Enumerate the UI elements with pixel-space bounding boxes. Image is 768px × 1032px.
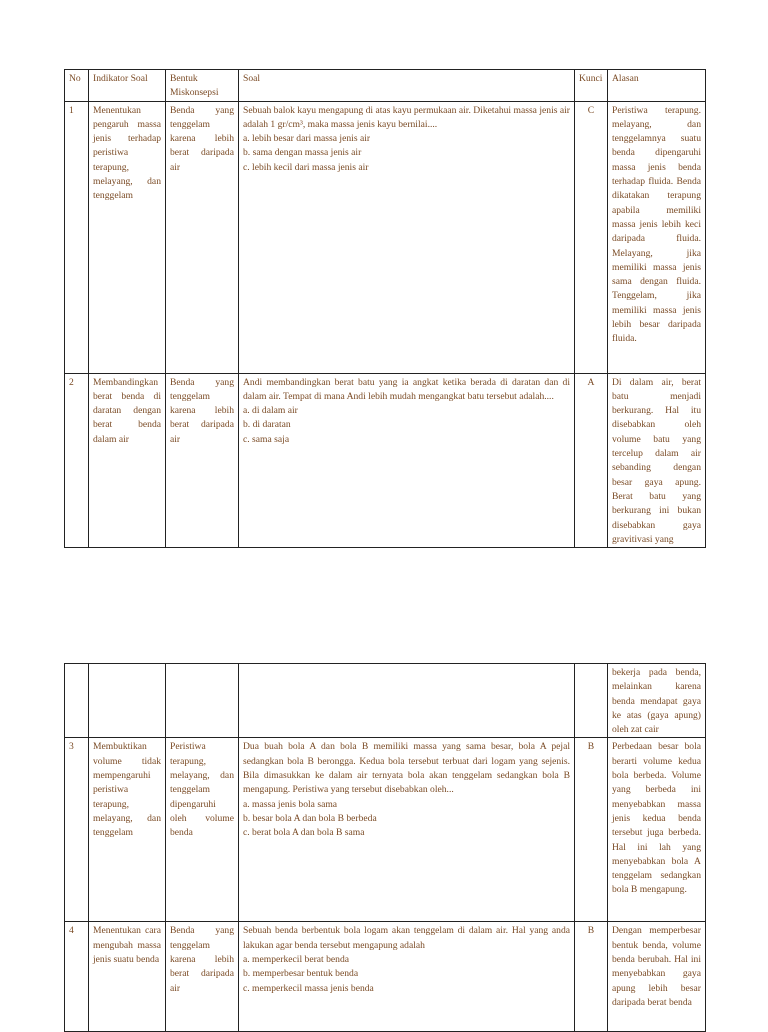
soal-option-a: a. lebih besar dari massa jenis air bbox=[243, 133, 371, 145]
header-no: No bbox=[65, 70, 89, 102]
row-indikator: Membandingkan berat benda di daratan dengan berat benda dalam air bbox=[89, 373, 166, 548]
soal-option-b: b. sama dengan massa jenis air bbox=[243, 147, 362, 159]
row-soal bbox=[239, 101, 575, 373]
soal-option-c: c. memperkecil massa jenis benda bbox=[243, 982, 374, 994]
row-no: 3 bbox=[65, 738, 89, 922]
soal-option-c: c. lebih kecil dari massa jenis air bbox=[243, 161, 369, 173]
row-soal bbox=[239, 738, 575, 922]
row-no: 4 bbox=[65, 922, 89, 1032]
row-alasan: Perbedaan besar bola berarti volume kedua bola berbeda. Volume yang berbeda ini menyebabkan massa jenis kedua benda tersebut juga berbeda. Hal ini lah yang menyebabkan bola A tenggelam sedangkan bola B mengapung. bbox=[608, 738, 706, 922]
row-alasan: Di dalam air, berat batu menjadi berkurang. Hal itu disebabkan oleh volume batu yang tercelup dalam air sebanding dengan besar gaya apung. Berat batu yang berkurang ini bukan disebabkan gaya gravitivasi yang bbox=[608, 373, 706, 548]
soal-option-a: a. di dalam air bbox=[243, 405, 298, 417]
row-kunci: B bbox=[575, 922, 608, 1032]
row-kunci: A bbox=[575, 373, 608, 548]
row-bentuk: Benda yang tenggelam karena lebih berat daripada air bbox=[166, 922, 239, 1032]
table-row-4 bbox=[65, 922, 706, 1032]
row-bentuk: Benda yang tenggelam karena lebih berat daripada air bbox=[166, 101, 239, 373]
row-kunci: C bbox=[575, 101, 608, 373]
header-soal: Soal bbox=[239, 70, 575, 102]
header-bentuk: Bentuk Miskonsepsi bbox=[166, 70, 239, 102]
soal-text: Sebuah balok kayu mengapung di atas kayu permukaan air. Diketahui massa jenis air adalah 1 gr/cm³, maka massa jenis kayu bernilai.... bbox=[243, 104, 570, 130]
soal-option-a: a. massa jenis bola sama bbox=[243, 798, 338, 810]
row-indikator: Membuktikan volume tidak mempengaruhi peristiwa terapung, melayang, dan tenggelam bbox=[89, 738, 166, 922]
header-indikator: Indikator Soal bbox=[89, 70, 166, 102]
row-bentuk: Benda yang tenggelam karena lebih berat daripada air bbox=[166, 373, 239, 548]
row-indikator: Menentukan cara mengubah massa jenis suatu benda bbox=[89, 922, 166, 1032]
row-kunci: B bbox=[575, 738, 608, 922]
table-header-row bbox=[65, 70, 706, 102]
table-row-continued bbox=[65, 664, 706, 738]
table-row-1 bbox=[65, 101, 706, 373]
row-bentuk: Peristiwa terapung, melayang, dan tenggelam dipengaruhi oleh volume benda bbox=[166, 738, 239, 922]
soal-text: Sebuah benda berbentuk bola logam akan tenggelam di dalam air. Hal yang anda lakukan agar benda tersebut mengapung adalah bbox=[243, 925, 570, 951]
table-row-2 bbox=[65, 373, 706, 548]
soal-option-c: c. sama saja bbox=[243, 433, 290, 445]
misconception-table-page-2 bbox=[64, 663, 706, 1032]
soal-option-c: c. berat bola A dan bola B sama bbox=[243, 827, 365, 839]
row-soal bbox=[239, 922, 575, 1032]
row-alasan: Dengan memperbesar bentuk benda, volume benda berubah. Hal ini menyebabkan gaya apung lebih besar daripada berat benda bbox=[608, 922, 706, 1032]
soal-text: Andi membandingkan berat batu yang ia angkat ketika berada di daratan dan di dalam air. Tempat di mana Andi lebih mudah mengangkat batu tersebut adalah.... bbox=[243, 376, 570, 402]
soal-option-b: b. di daratan bbox=[243, 419, 291, 431]
row-soal bbox=[239, 373, 575, 548]
row-alasan-continued: bekerja pada benda, melainkan karena benda mendapat gaya ke atas (gaya apung) oleh zat cair bbox=[608, 664, 706, 738]
soal-option-b: b. memperbesar bentuk benda bbox=[243, 968, 359, 980]
header-alasan: Alasan bbox=[608, 70, 706, 102]
row-indikator: Menentukan pengaruh massa jenis terhadap peristiwa terapung, melayang, dan tenggelam bbox=[89, 101, 166, 373]
header-kunci: Kunci bbox=[575, 70, 608, 102]
row-alasan: Peristiwa terapung. melayang, dan tenggelamnya suatu benda dipengaruhi massa jenis benda terhadap fluida. Benda dikatakan terapung apabila memiliki massa jenis lebih keci daripada fluida. Melayang, jika memiliki massa jenis sama dengan fluida. Tenggelam, jika memiliki massa jenis lebih besar daripada fluida. bbox=[608, 101, 706, 373]
table-row-3 bbox=[65, 738, 706, 922]
soal-option-a: a. memperkecil berat benda bbox=[243, 954, 350, 966]
soal-text: Dua buah bola A dan bola B memiliki massa yang sama besar, bola A pejal sedangkan bola B berongga. Kedua bola tersebut terbuat dari logam yang sejenis. Bila dimasukkan ke dalam air ternyata bola akan tenggelam sedangkan bola B mengapung. Peristiwa yang tersebut disebabkan oleh... bbox=[243, 741, 570, 796]
row-no: 2 bbox=[65, 373, 89, 548]
soal-option-b: b. besar bola A dan bola B berbeda bbox=[243, 812, 377, 824]
misconception-table-page-1 bbox=[64, 69, 706, 548]
row-no: 1 bbox=[65, 101, 89, 373]
